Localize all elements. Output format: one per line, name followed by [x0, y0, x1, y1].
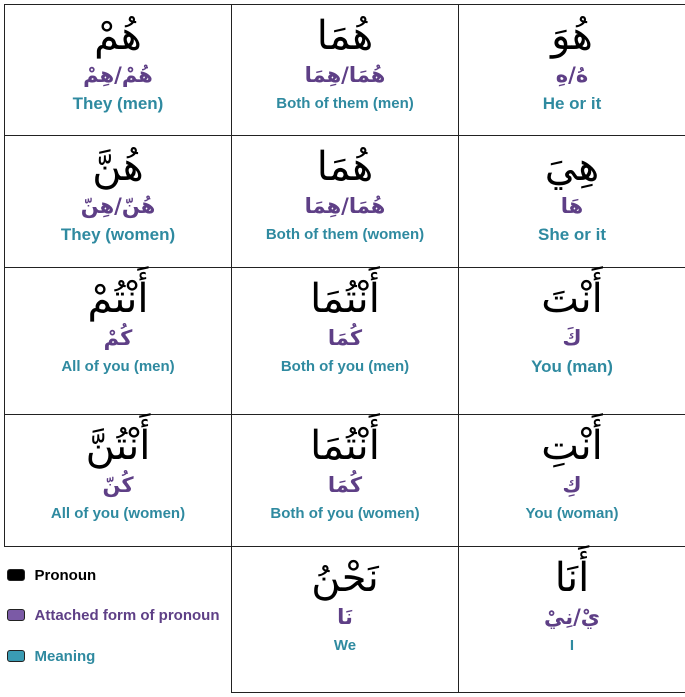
pronoun-text: هُمْ: [94, 13, 142, 59]
pronoun-text: أَنْتُنَّ: [85, 422, 151, 469]
pronoun-text: أَنَا: [554, 554, 590, 601]
pronoun-text: نَحْنُ: [311, 554, 379, 601]
cell-you-man: [459, 268, 685, 414]
cell-both-of-you-men: [232, 268, 459, 414]
pronoun-text: هِيَ: [544, 144, 600, 191]
pronoun-text: هُنَّ: [92, 144, 144, 191]
legend-item-meaning: [7, 648, 96, 665]
attached-form-text: يْ/نِيْ: [543, 604, 601, 629]
attached-form-text: هَا: [560, 194, 584, 219]
pronoun-text: هُوَ: [551, 13, 593, 59]
attached-form-text: كَ: [562, 326, 582, 351]
pronoun-text: أَنْتَ: [541, 276, 603, 323]
pronoun-table: [4, 4, 685, 693]
meaning-text: Both of them (women): [265, 226, 425, 244]
legend: [5, 546, 232, 692]
attached-form-text: كُمْ: [103, 326, 133, 351]
meaning-text: They (men): [72, 94, 164, 113]
cell-he-or-it: [459, 5, 685, 136]
legend-label: Attached form of pronoun: [34, 606, 220, 624]
meaning-text: You (woman): [525, 504, 619, 522]
attached-form-text: هُمْ/هِمْ: [83, 63, 153, 87]
pronoun-text: هُمَا: [316, 144, 374, 191]
attached-form-text: كُمَا: [327, 472, 363, 497]
meaning-text: I: [569, 636, 575, 654]
cell-all-of-you-men: [5, 268, 232, 414]
cell-both-of-them-men: [232, 5, 459, 136]
attached-form-text: هُمَا/هِمَا: [304, 63, 386, 87]
attached-form-text: كُنّ: [102, 472, 134, 497]
legend-label: Pronoun: [34, 566, 97, 584]
cell-all-of-you-women: [5, 414, 232, 546]
cell-she-or-it: [459, 136, 685, 268]
meaning-text: You (man): [531, 357, 613, 377]
legend-item-pronoun: [7, 567, 97, 584]
legend-label: Meaning: [34, 647, 96, 665]
attached-form-text: نَا: [337, 604, 353, 629]
cell-you-woman: [459, 414, 685, 546]
attached-form-text: هُمَا/هِمَا: [304, 194, 386, 219]
attached-form-text: كُمَا: [327, 326, 363, 351]
pronoun-text: أَنْتُمَا: [310, 422, 380, 469]
pronoun-text: أَنْتُمْ: [87, 276, 149, 323]
meaning-text: All of you (men): [61, 358, 175, 376]
black-swatch-icon: [7, 569, 25, 581]
attached-form-text: هُ/هِ: [555, 63, 589, 87]
legend-item-attached-form: [7, 607, 220, 624]
cell-both-of-you-women: [232, 414, 459, 546]
pronoun-text: هُمَا: [316, 13, 374, 59]
meaning-text: Both of them (men): [276, 95, 414, 112]
pronoun-text: أَنْتِ: [541, 422, 603, 469]
meaning-text: Both of you (men): [280, 358, 410, 376]
meaning-text: She or it: [537, 225, 606, 245]
purple-swatch-icon: [7, 609, 25, 621]
cell-they-women: [5, 136, 232, 268]
meaning-text: All of you (women): [50, 504, 186, 522]
cell-i: [459, 546, 685, 692]
meaning-text: We: [333, 636, 357, 654]
meaning-text: They (women): [60, 225, 176, 245]
meaning-text: He or it: [542, 94, 602, 113]
attached-form-text: كِ: [562, 472, 582, 497]
cell-they-men: [5, 5, 232, 136]
teal-swatch-icon: [7, 650, 25, 662]
pronoun-text: أَنْتُمَا: [310, 276, 380, 323]
cell-we: [232, 546, 459, 692]
attached-form-text: هُنّ/هِنّ: [80, 194, 156, 219]
cell-both-of-them-women: [232, 136, 459, 268]
meaning-text: Both of you (women): [270, 504, 420, 522]
